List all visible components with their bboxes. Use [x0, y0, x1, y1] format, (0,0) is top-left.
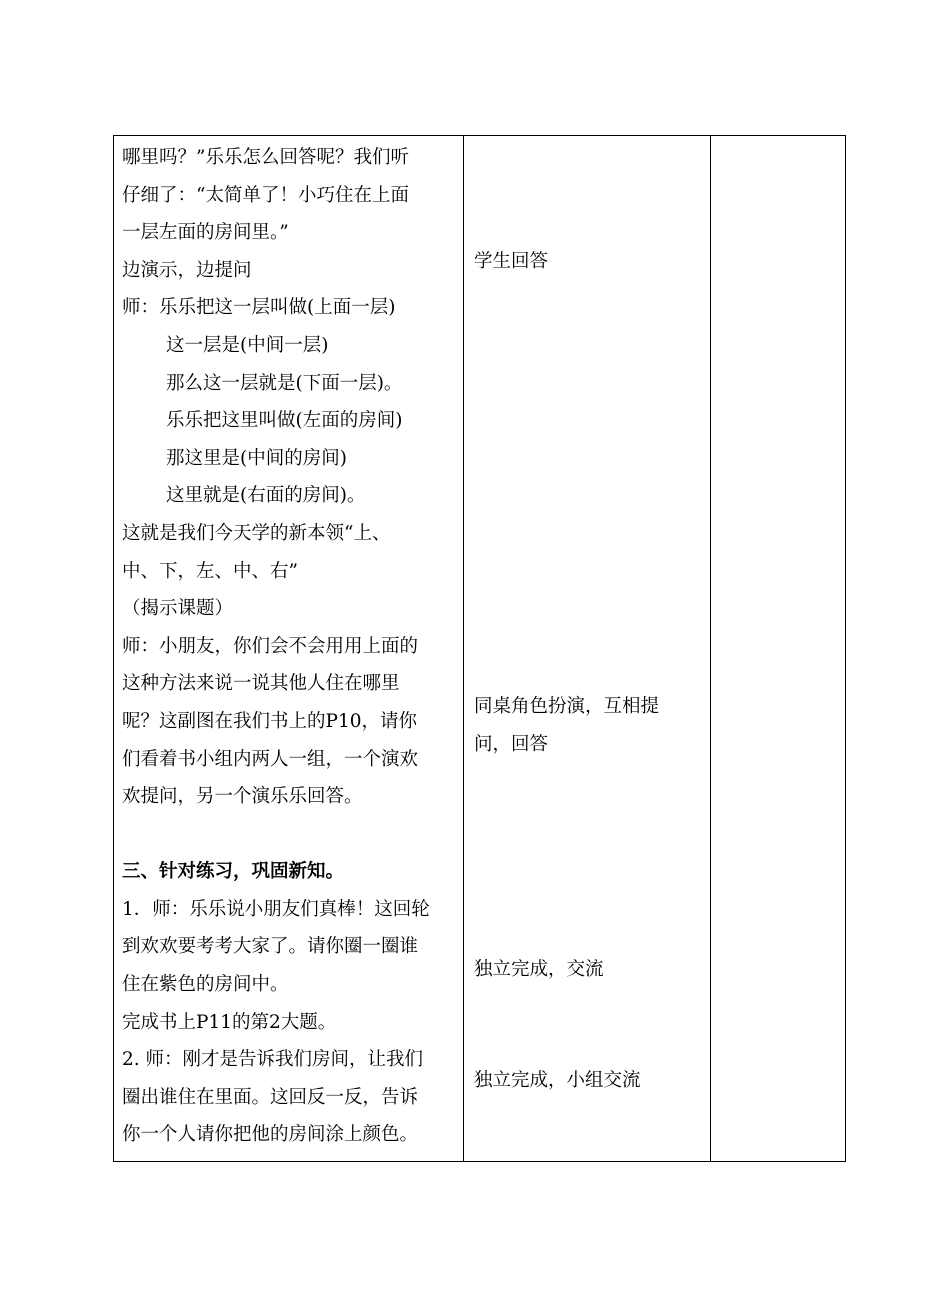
text-line: 到欢欢要考考大家了。请你圈一圈谁 — [122, 936, 419, 958]
section-heading: 三、针对练习，巩固新知。 — [122, 861, 345, 883]
text-line: 2. 师：刚才是告诉我们房间，让我们 — [122, 1049, 424, 1071]
text-line: 这就是我们今天学的新本领“上、 — [122, 522, 391, 544]
text-line: 圈出谁住在里面。这回反一反，告诉 — [122, 1086, 419, 1108]
text-line: 完成书上P11的第2大题。 — [122, 1011, 337, 1033]
notes-cell — [711, 136, 846, 1162]
text-line: （揭示课题） — [122, 598, 234, 620]
text-line: 这一层是(中间一层) — [166, 334, 329, 356]
text-line: 呢？这副图在我们书上的P10，请你 — [122, 710, 417, 732]
text-line: 你一个人请你把他的房间涂上颜色。 — [122, 1124, 419, 1146]
text-line: 乐乐把这里叫做(左面的房间) — [166, 410, 403, 432]
text-line: 住在紫色的房间中。 — [122, 974, 289, 996]
table-row — [114, 136, 846, 1162]
student-activity-text: 同桌角色扮演，互相提 — [474, 696, 660, 717]
text-line: 哪里吗？”乐乐怎么回答呢？我们听 — [122, 147, 409, 168]
student-activity-text: 学生回答 — [474, 251, 549, 272]
text-line: 师：小朋友，你们会不会用用上面的 — [122, 635, 419, 657]
text-line: 1．师：乐乐说小朋友们真棒！这回轮 — [122, 898, 430, 920]
lesson-plan-table — [113, 135, 846, 1162]
text-line: 仔细了：“太简单了！小巧住在上面 — [122, 184, 409, 206]
text-line: 们看着书小组内两人一组，一个演欢 — [122, 748, 419, 770]
student-activity-text: 问，回答 — [474, 734, 549, 755]
text-line: 一层左面的房间里。” — [122, 222, 289, 244]
text-line: 那这里是(中间的房间) — [166, 447, 347, 469]
student-activity-text: 独立完成，交流 — [474, 959, 604, 980]
teacher-activity-cell — [114, 136, 464, 1162]
text-line: 师：乐乐把这一层叫做(上面一层) — [122, 297, 396, 319]
blank-line — [122, 816, 457, 854]
student-activity-text: 独立完成，小组交流 — [474, 1070, 641, 1091]
text-line: 这里就是(右面的房间)。 — [166, 485, 366, 507]
text-line: 边演示，边提问 — [122, 259, 252, 281]
text-line: 这种方法来说一说其他人住在哪里 — [122, 673, 400, 695]
text-line: 那么这一层就是(下面一层)。 — [166, 372, 403, 394]
student-activity-cell — [464, 136, 711, 1162]
text-line: 中、下，左、中、右” — [122, 560, 298, 582]
text-line: 欢提问，另一个演乐乐回答。 — [122, 786, 363, 808]
